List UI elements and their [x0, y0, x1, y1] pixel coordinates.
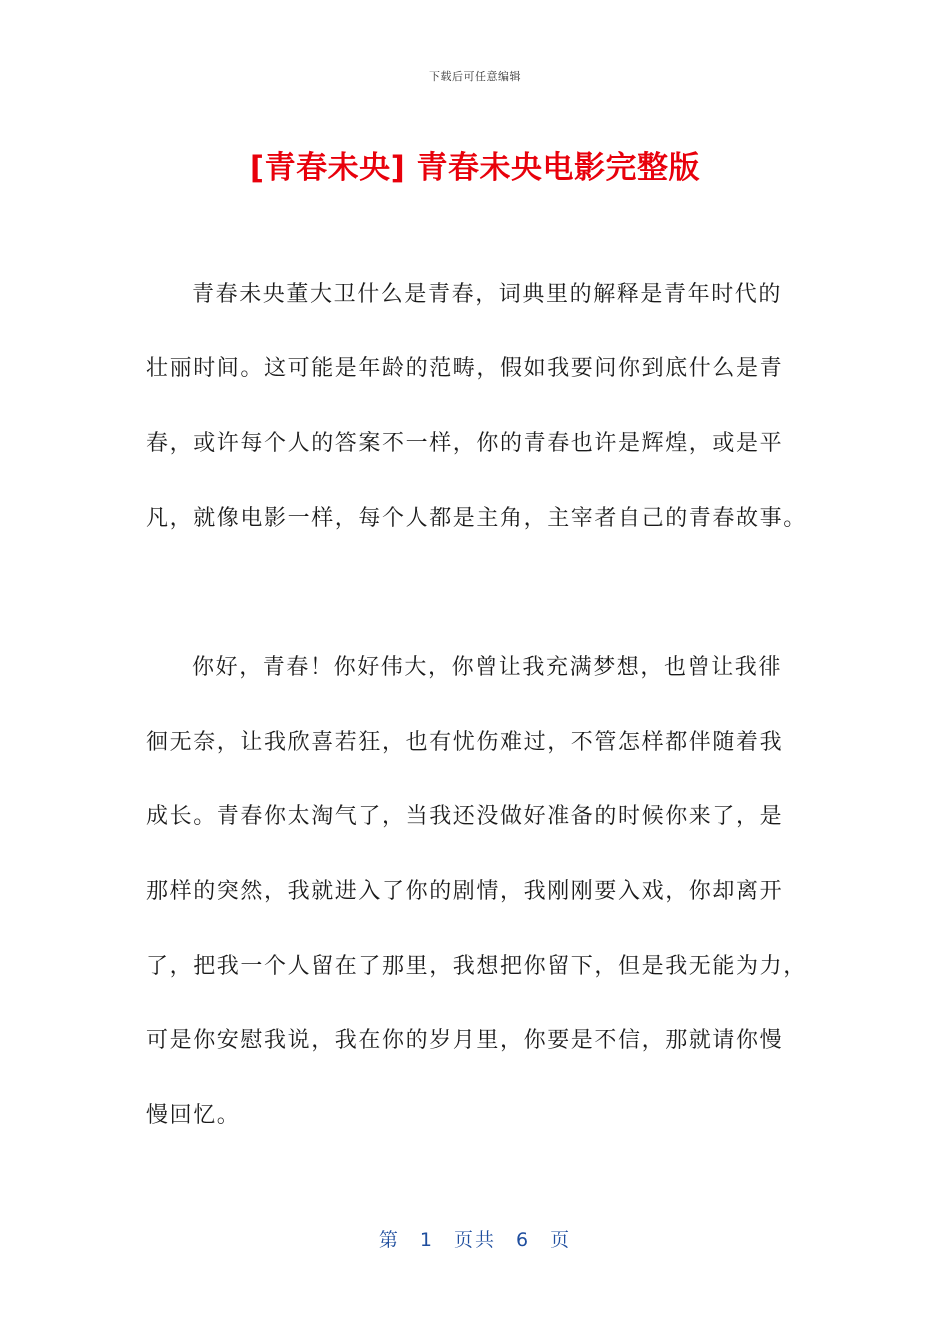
paragraph-line: 那样的突然，我就进入了你的剧情，我刚刚要入戏，你却离开 — [146, 879, 784, 904]
paragraph-line: 慢回忆。 — [146, 1103, 241, 1128]
paragraph-line: 成长。青春你太淘气了，当我还没做好准备的时候你来了，是 — [146, 804, 784, 829]
paragraph-line: 可是你安慰我说，我在你的岁月里，你要是不信，那就请你慢 — [146, 1028, 784, 1053]
paragraph-line: 春，或许每个人的答案不一样，你的青春也许是辉煌，或是平 — [146, 431, 784, 456]
page-number-footer: 第 1 页共 6 页 — [378, 1229, 572, 1251]
paragraph-line: 了，把我一个人留在了那里，我想把你留下，但是我无能为力， — [146, 954, 807, 979]
document-title: [青春未央] 青春未央电影完整版 — [249, 150, 701, 186]
paragraph-line: 你好，青春！你好伟大，你曾让我充满梦想，也曾让我徘 — [192, 655, 783, 680]
paragraph-line: 青春未央董大卫什么是青春，词典里的解释是青年时代的 — [192, 282, 783, 307]
header-note: 下载后可任意编辑 — [429, 70, 521, 83]
paragraph-line: 凡，就像电影一样，每个人都是主角，主宰者自己的青春故事。 — [146, 506, 807, 531]
paragraph-line: 壮丽时间。这可能是年龄的范畴，假如我要问你到底什么是青 — [146, 356, 784, 381]
paragraph-line: 徊无奈，让我欣喜若狂，也有忧伤难过，不管怎样都伴随着我 — [146, 730, 784, 755]
